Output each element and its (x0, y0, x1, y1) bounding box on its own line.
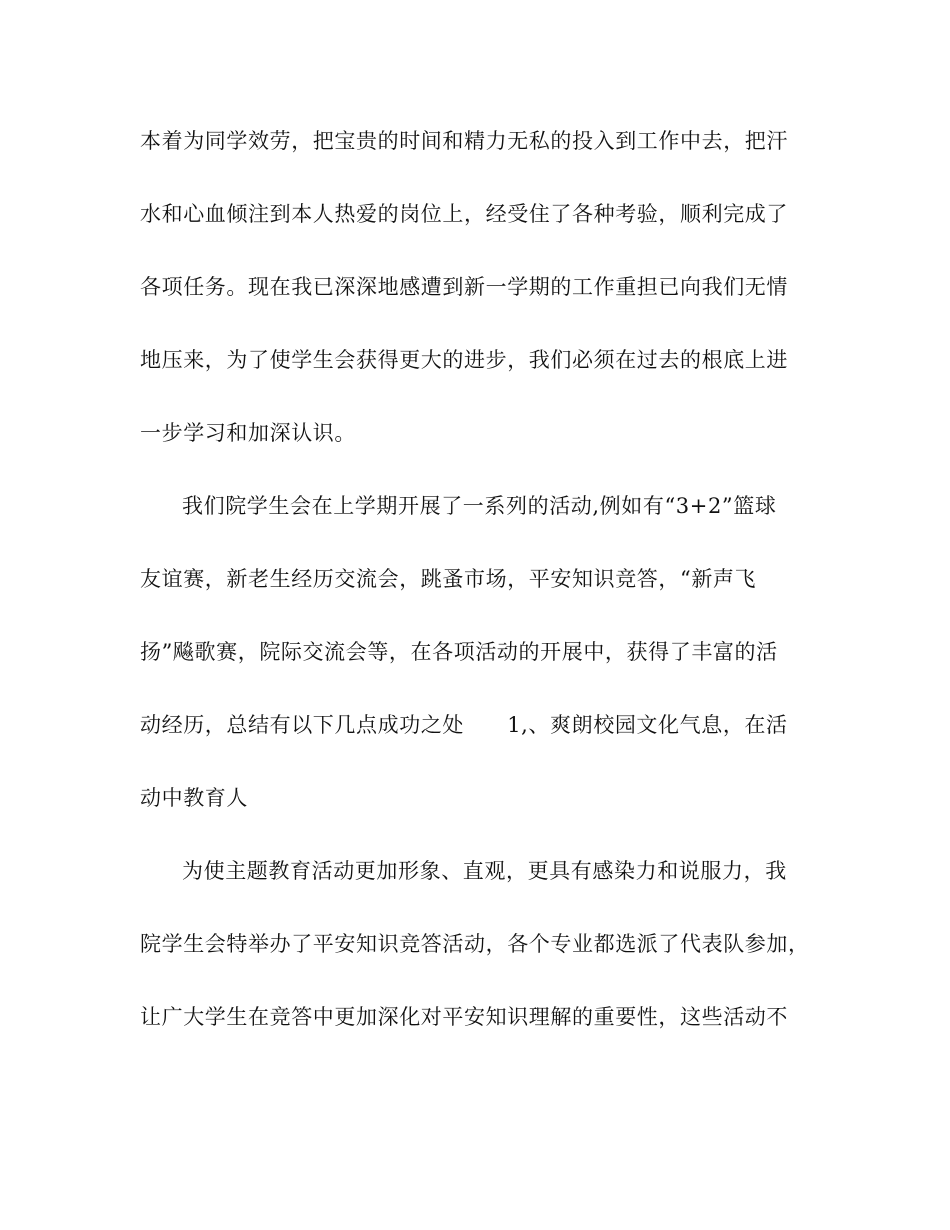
text-line: 友谊赛，新老生经历交流会，跳蚤市场，平安知识竞答，“新声飞 (140, 567, 757, 591)
text-line: 动中教育人 (140, 786, 248, 810)
text-line: 一步学习和加深认识。 (140, 421, 356, 445)
text-line: 为使主题教育活动更加形象、直观，更具有感染力和说服力，我 (182, 859, 787, 883)
text-line: 本着为同学效劳，把宝贵的时间和精力无私的投入到工作中去，把汗 (140, 129, 788, 153)
text-line: 动经历，总结有以下几点成功之处 1,、爽朗校园文化气息，在活 (140, 713, 788, 737)
text-line: 让广大学生在竞答中更加深化对平安知识理解的重要性，这些活动不 (140, 1005, 788, 1029)
text-line: 地压来，为了使学生会获得更大的进步，我们必须在过去的根底上进 (140, 348, 788, 372)
text-line: 我们院学生会在上学期开展了一系列的活动,例如有“3+2”篮球 (182, 494, 777, 518)
text-line: 院学生会特举办了平安知识竞答活动，各个专业都选派了代表队参加， (140, 932, 810, 956)
text-line: 扬”飚歌赛，院际交流会等，在各项活动的开展中，获得了丰富的活 (140, 640, 778, 664)
text-line: 各项任务。现在我已深深地感遭到新一学期的工作重担已向我们无情 (140, 275, 788, 299)
body-text (140, 116, 820, 1065)
text-line: 水和心血倾注到本人热爱的岗位上，经受住了各种考验，顺利完成了 (140, 202, 788, 226)
